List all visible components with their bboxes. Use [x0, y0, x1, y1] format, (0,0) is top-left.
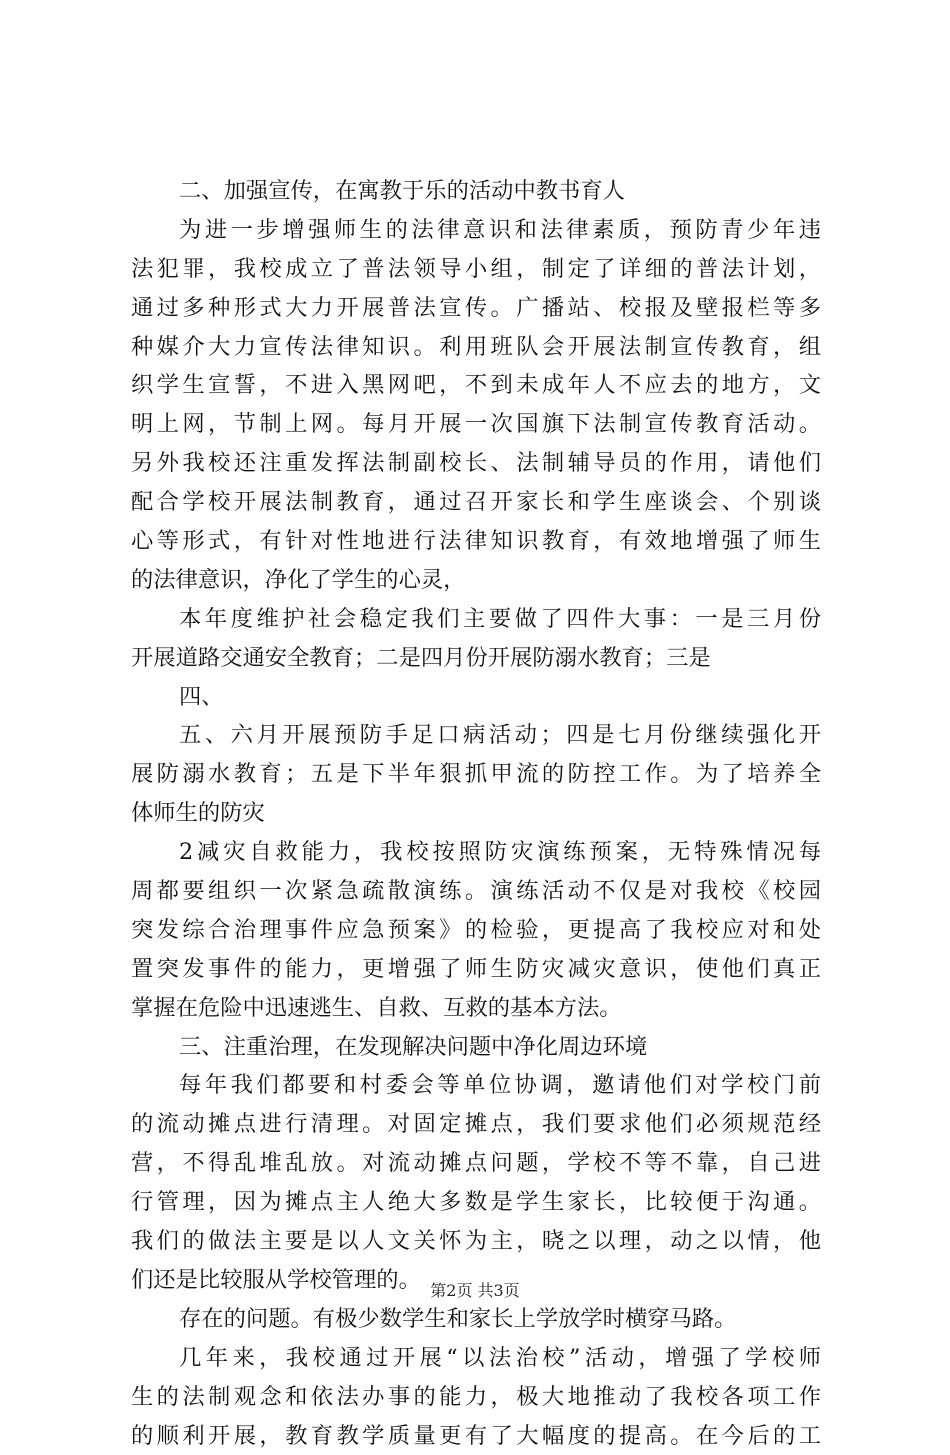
text-line: 们还是比较服从学校管理的。 — [131, 1261, 821, 1300]
text-line: 另外我校还注重发挥法制副校长、法制辅导员的作用，请他们 — [131, 444, 821, 483]
text-line: 的法律意识，净化了学生的心灵， — [131, 561, 821, 600]
text-line: 2减灾自救能力，我校按照防灾演练预案，无特殊情况每 — [131, 833, 821, 872]
text-line: 突发综合治理事件应急预案》的检验，更提高了我校应对和处 — [131, 911, 821, 950]
text-line: 通过多种形式大力开展普法宣传。广播站、校报及壁报栏等多 — [131, 289, 821, 328]
text-line: 为进一步增强师生的法律意识和法律素质，预防青少年违 — [131, 211, 821, 250]
text-line: 五、六月开展预防手足口病活动；四是七月份继续强化开 — [131, 716, 821, 755]
text-line: 每年我们都要和村委会等单位协调，邀请他们对学校门前 — [131, 1066, 821, 1105]
text-line: 二、加强宣传，在寓教于乐的活动中教书育人 — [131, 172, 821, 211]
text-line: 行管理，因为摊点主人绝大多数是学生家长，比较便于沟通。 — [131, 1183, 821, 1222]
text-line: 体师生的防灾 — [131, 794, 821, 833]
text-line: 的顺利开展，教育教学质量更有了大幅度的提高。在今后的工 — [131, 1417, 821, 1455]
text-line: 本年度维护社会稳定我们主要做了四件大事：一是三月份 — [131, 600, 821, 639]
text-line: 法犯罪，我校成立了普法领导小组，制定了详细的普法计划， — [131, 250, 821, 289]
text-line: 明上网，节制上网。每月开展一次国旗下法制宣传教育活动。 — [131, 405, 821, 444]
text-line: 展防溺水教育；五是下半年狠抓甲流的防控工作。为了培养全 — [131, 755, 821, 794]
text-line: 生的法制观念和依法办事的能力，极大地推动了我校各项工作 — [131, 1378, 821, 1417]
text-line: 心等形式，有针对性地进行法律知识教育，有效地增强了师生 — [131, 522, 821, 561]
text-line: 配合学校开展法制教育，通过召开家长和学生座谈会、个别谈 — [131, 483, 821, 522]
text-line: 掌握在危险中迅速逃生、自救、互救的基本方法。 — [131, 989, 821, 1028]
text-line: 我们的做法主要是以人文关怀为主，晓之以理，动之以情，他 — [131, 1222, 821, 1261]
text-line: 织学生宣誓，不进入黑网吧，不到未成年人不应去的地方，文 — [131, 366, 821, 405]
text-line: 存在的问题。有极少数学生和家长上学放学时横穿马路。 — [131, 1300, 821, 1339]
text-line: 周都要组织一次紧急疏散演练。演练活动不仅是对我校《校园 — [131, 872, 821, 911]
text-line: 营，不得乱堆乱放。对流动摊点问题，学校不等不靠，自己进 — [131, 1144, 821, 1183]
text-line: 种媒介大力宣传法律知识。利用班队会开展法制宣传教育，组 — [131, 328, 821, 367]
page-number-footer: 第2页 共3页 — [0, 1278, 950, 1301]
text-line: 置突发事件的能力，更增强了师生防灾减灾意识，使他们真正 — [131, 950, 821, 989]
text-line: 四、 — [131, 678, 821, 717]
text-line: 开展道路交通安全教育；二是四月份开展防溺水教育；三是 — [131, 639, 821, 678]
text-line: 几年来，我校通过开展“以法治校”活动，增强了学校师 — [131, 1339, 821, 1378]
text-line: 三、注重治理，在发现解决问题中净化周边环境 — [131, 1028, 821, 1067]
document-body — [131, 172, 821, 1455]
text-line: 的流动摊点进行清理。对固定摊点，我们要求他们必须规范经 — [131, 1105, 821, 1144]
